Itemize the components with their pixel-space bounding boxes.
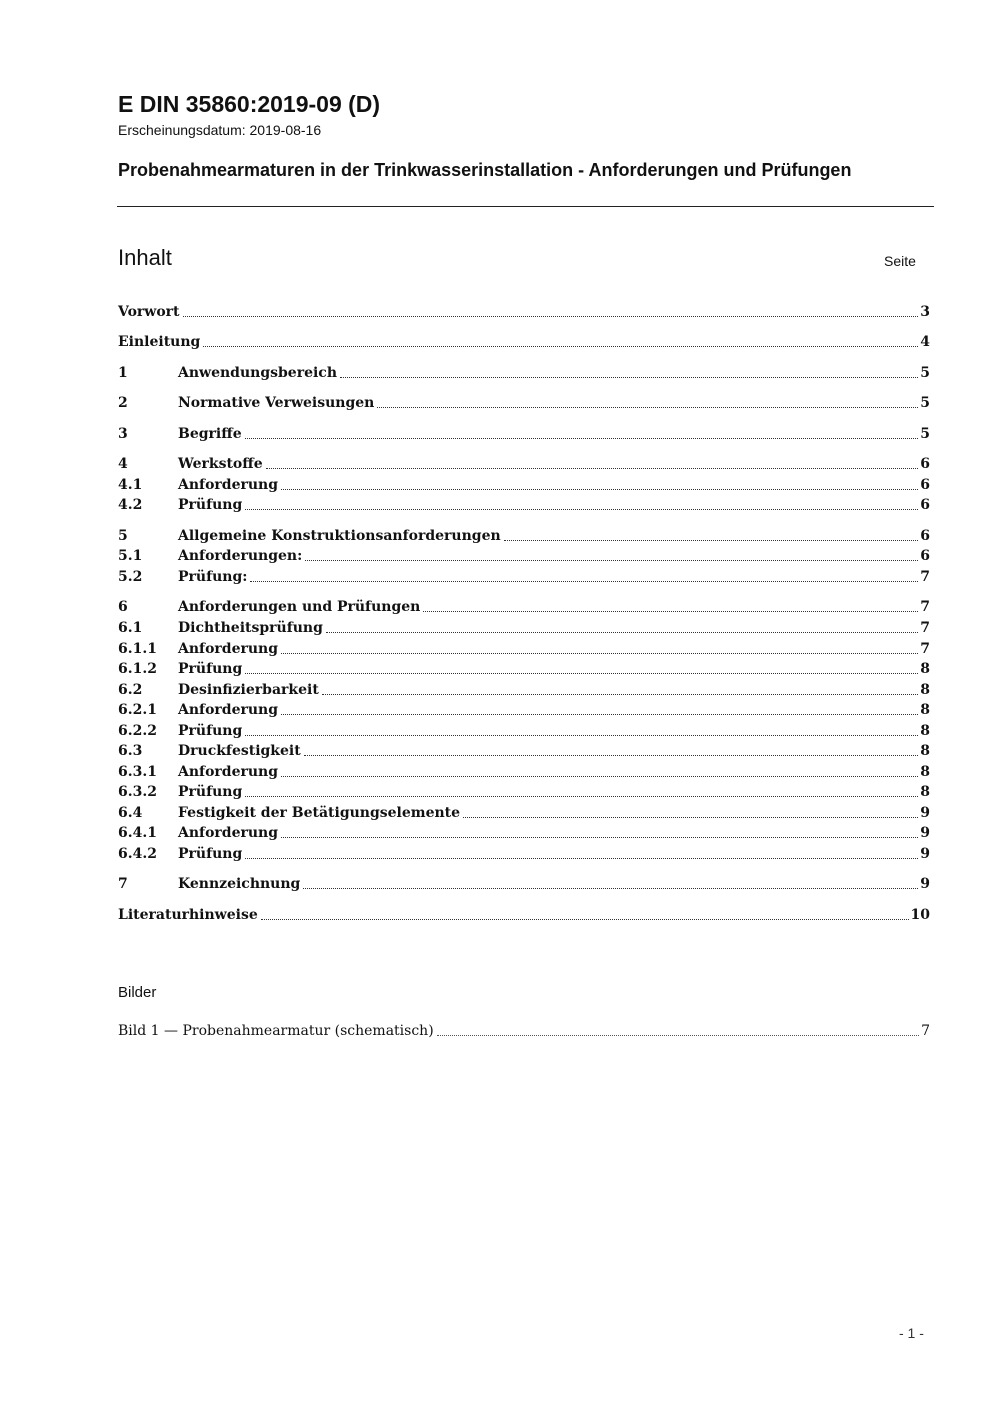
figure-entry[interactable] [118,1021,930,1041]
toc-entry[interactable] [118,874,930,894]
dot-leader [340,377,918,378]
toc-entry-page: 7 [920,569,930,585]
toc-entry-page: 5 [920,395,930,411]
toc-entry-label: Prüfung [178,784,243,800]
toc-entry-page: 7 [920,641,930,657]
toc-entry[interactable] [118,659,930,679]
toc-entry-number: 6.4.2 [118,846,157,862]
dot-leader [245,509,918,510]
toc-entry-page: 8 [920,682,930,698]
toc-entry-page: 8 [920,723,930,739]
toc-entry-number: 5.1 [118,548,143,564]
dot-leader [377,407,918,408]
dot-leader [281,489,918,490]
toc-entry-number: 6 [118,599,128,615]
dot-leader [322,694,918,695]
figure-entry-label: Bild 1 — Probenahmearmatur (schematisch) [118,1023,434,1039]
dot-leader [303,888,918,889]
toc-entry-number: 6.2 [118,682,143,698]
toc-entry-label: Anforderung [178,825,278,841]
toc-entry-label: Allgemeine Konstruktionsanforderungen [178,528,501,544]
toc-entry[interactable] [118,567,930,587]
toc-entry-label: Desinfizierbarkeit [178,682,319,698]
dot-leader [281,653,918,654]
toc-entry[interactable] [118,823,930,843]
toc-entry-label: Anforderung [178,702,278,718]
dot-leader [245,673,918,674]
toc-entry-label: Dichtheitsprüfung [178,620,323,636]
toc-entry-page: 9 [920,825,930,841]
toc-entry-page: 8 [920,784,930,800]
toc-entry-label: Normative Verweisungen [178,395,375,411]
toc-entry[interactable] [118,546,930,566]
toc-entry-page: 7 [920,599,930,615]
toc-entry-number: 1 [118,365,128,381]
toc-entry-number: 6.1.1 [118,641,157,657]
title-divider [117,206,934,207]
toc-entry-label: Druckfestigkeit [178,743,301,759]
toc-entry-page: 8 [920,743,930,759]
toc-entry-label: Werkstoffe [178,456,263,472]
toc-entry-number: 6.4 [118,805,143,821]
toc-entry-number: 4.1 [118,477,143,493]
document-title: Probenahmearmaturen in der Trinkwasserinstallation - Anforderungen und Prüfungen [118,160,852,180]
dot-leader [245,858,918,859]
toc-entry-page: 3 [920,304,930,320]
toc-entry[interactable] [118,302,930,322]
dot-leader [245,735,918,736]
toc-entry-label: Einleitung [118,334,201,350]
toc-entry-number: 4.2 [118,497,143,513]
toc-entry-label: Prüfung [178,497,243,513]
toc-entry-page: 6 [920,528,930,544]
dot-leader [250,581,918,582]
toc-entry[interactable] [118,597,930,617]
toc-entry-page: 8 [920,661,930,677]
toc-entry-number: 6.3.1 [118,764,157,780]
dot-leader [326,632,918,633]
toc-entry-page: 6 [920,548,930,564]
toc-entry-page: 5 [920,426,930,442]
dot-leader [304,755,919,756]
toc-entry-label: Literaturhinweise [118,907,258,923]
dot-leader [261,919,909,920]
toc-entry-label: Prüfung [178,846,243,862]
toc-entry[interactable] [118,526,930,546]
toc-entry[interactable] [118,332,930,352]
dot-leader [504,540,919,541]
toc-entry-page: 6 [920,477,930,493]
toc-entry-page: 4 [920,334,930,350]
toc-entry-number: 6.4.1 [118,825,157,841]
toc-entry-label: Anforderungen: [178,548,303,564]
toc-entry-number: 6.1 [118,620,143,636]
toc-entry[interactable] [118,782,930,802]
toc-entry[interactable] [118,844,930,864]
toc-page-column-label: Seite [884,253,916,269]
toc-entry-page: 7 [920,620,930,636]
document-id: E DIN 35860:2019-09 (D) [118,91,381,117]
dot-leader [281,837,918,838]
toc-entry[interactable] [118,680,930,700]
publication-date: Erscheinungsdatum: 2019-08-16 [118,122,322,138]
toc-entry-number: 4 [118,456,128,472]
toc-entry-page: 10 [910,907,930,923]
toc-entry[interactable] [118,363,930,383]
toc-entry-number: 2 [118,395,128,411]
dot-leader [183,316,919,317]
toc-entry[interactable] [118,762,930,782]
toc-entry-page: 8 [920,702,930,718]
toc-entry-label: Vorwort [118,304,180,320]
toc-entry-number: 6.3 [118,743,143,759]
toc-entry-page: 9 [920,805,930,821]
toc-entry[interactable] [118,454,930,474]
toc-entry-page: 6 [920,497,930,513]
toc-entry-page: 9 [920,846,930,862]
toc-entry-label: Kennzeichnung [178,876,301,892]
toc-entry[interactable] [118,721,930,741]
toc-entry-page: 6 [920,456,930,472]
dot-leader [245,796,918,797]
dot-leader [463,817,918,818]
toc-entry[interactable] [118,424,930,444]
dot-leader [281,714,918,715]
toc-entry[interactable] [118,618,930,638]
toc-entry-label: Prüfung: [178,569,248,585]
toc-entry-label: Anwendungsbereich [178,365,337,381]
page-number: - 1 - [899,1325,924,1341]
toc-entry-number: 5.2 [118,569,143,585]
toc-entry-label: Anforderung [178,641,278,657]
toc-entry[interactable] [118,639,930,659]
toc-entry-number: 3 [118,426,128,442]
toc-entry-label: Festigkeit der Betätigungselemente [178,805,461,821]
dot-leader [266,468,919,469]
toc-entry[interactable] [118,905,930,925]
toc-entry[interactable] [118,741,930,761]
toc-entry-label: Anforderung [178,477,278,493]
toc-entry-label: Begriffe [178,426,242,442]
toc-heading: Inhalt [118,245,172,270]
toc-entry-number: 6.2.2 [118,723,157,739]
toc-entry-page: 8 [920,764,930,780]
toc-entry-number: 6.3.2 [118,784,157,800]
dot-leader [437,1035,919,1036]
toc-entry[interactable] [118,803,930,823]
dot-leader [281,776,918,777]
toc-entry-page: 9 [920,876,930,892]
toc-entry-number: 5 [118,528,128,544]
toc-entry[interactable] [118,475,930,495]
toc-entry[interactable] [118,393,930,413]
dot-leader [305,560,918,561]
toc-entry-number: 6.1.2 [118,661,157,677]
dot-leader [203,346,918,347]
figures-heading: Bilder [118,984,157,1001]
toc-entry-label: Anforderungen und Prüfungen [178,599,421,615]
toc-entry[interactable] [118,495,930,515]
toc-entry-number: 7 [118,876,128,892]
dot-leader [423,611,918,612]
toc-entry-number: 6.2.1 [118,702,157,718]
toc-entry-page: 5 [920,365,930,381]
toc-entry-label: Prüfung [178,661,243,677]
toc-entry-label: Anforderung [178,764,278,780]
dot-leader [245,438,919,439]
figure-entry-page: 7 [921,1023,930,1039]
toc-entry-label: Prüfung [178,723,243,739]
toc-entry[interactable] [118,700,930,720]
